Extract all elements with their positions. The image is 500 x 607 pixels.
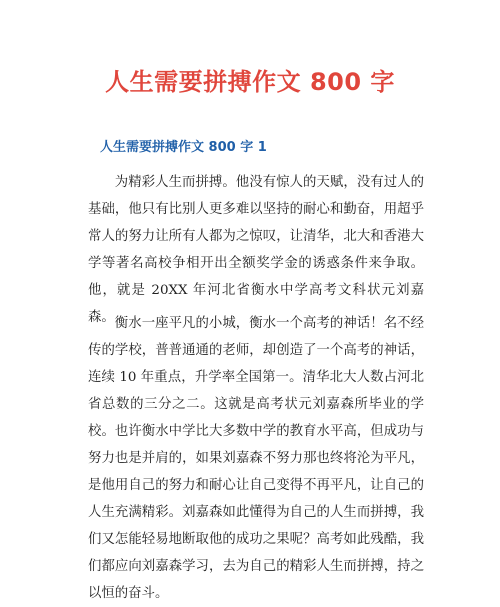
paragraph-1: 为精彩人生而拼搏。他没有惊人的天赋，没有过人的基础，他只有比别人更多难以坚持的耐心和勤奋，用超乎常人的努力让所有人都为之惊叹，让清华，北大和香港大学等著名高校争相开出全额奖学金的诱惑条件来争取。他，就是 20XX 年河北省衡水中学高考文科状元刘嘉森。 bbox=[88, 175, 424, 325]
section-heading: 人生需要拼搏作文 800 字 1 bbox=[100, 140, 267, 155]
document-title: 人生需要拼搏作文 800 字 bbox=[105, 68, 395, 96]
paragraph-2: 衡水一座平凡的小城，衡水一个高考的神话！名不经传的学校，普普通通的老师，却创造了一个高考的神话，连续 10 年重点，升学率全国第一。清华北大人数占河北省总数的三分之二。这就是高考状元刘嘉森所毕业的学校。也许衡水中学比大多数中学的教育水平高，但成功与努力也是并肩的，如果刘嘉森不努力那也终将沦为平凡，是他用自己的努力和耐心让自己变得不再平凡，让自己的人生充满精彩。刘嘉森如此懂得为自己的人生而拼搏，我们又怎能轻易地断取他的成功之果呢？高考如此残酷，我们都应向刘嘉森学习，去为自己的精彩人生而拼搏，持之以恒的奋斗。 bbox=[88, 316, 424, 601]
